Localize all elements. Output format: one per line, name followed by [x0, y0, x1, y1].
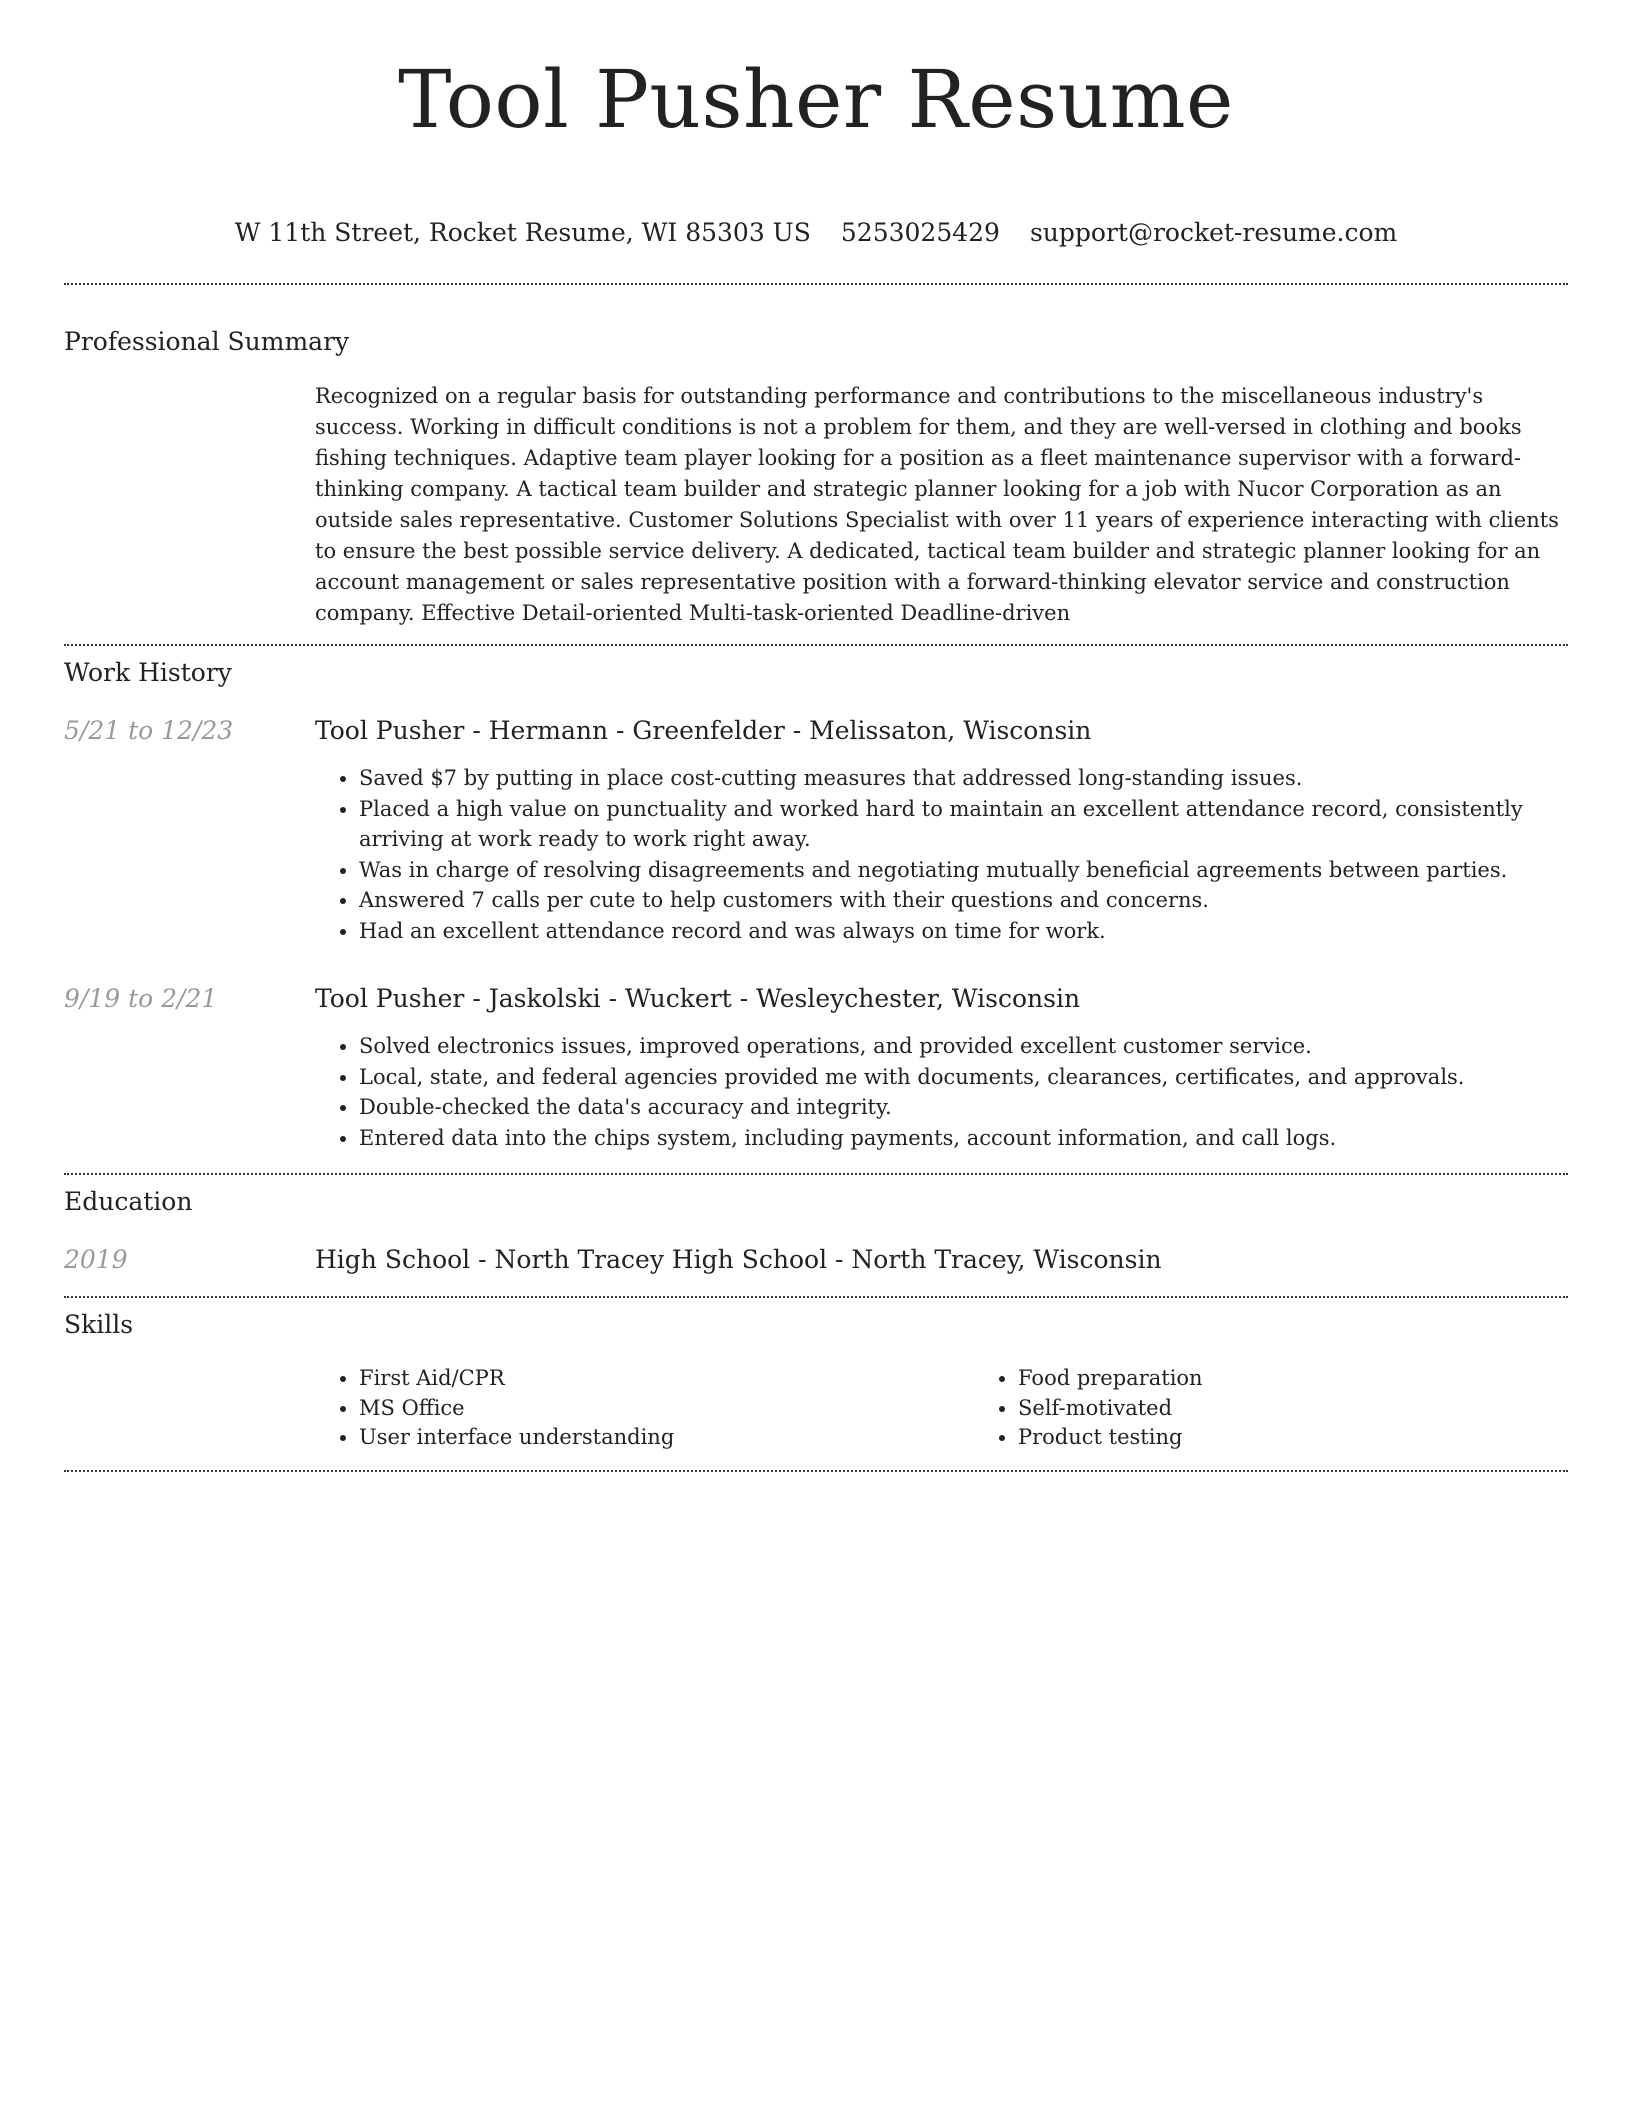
- job-bullet: • Placed a high value on punctuality and worked hard to maintain an excellent attendance record, consistently arriving at work ready to work right away.: [359, 794, 1568, 855]
- section-divider: [64, 283, 1568, 285]
- job-bullets: [315, 1031, 1568, 1153]
- skills-column-right: [974, 1364, 1632, 1453]
- job-dates: 5/21 to 12/23: [64, 716, 234, 745]
- section-divider: [64, 1296, 1568, 1298]
- section-divider: [64, 1470, 1568, 1472]
- job-bullet: • Had an excellent attendance record and was always on time for work.: [359, 916, 1568, 947]
- job-bullet: • Entered data into the chips system, including payments, account information, and call logs.: [359, 1123, 1568, 1154]
- job-title: Tool Pusher - Jaskolski - Wuckert - Wesleychester, Wisconsin: [315, 984, 1081, 1013]
- job-entry: [64, 716, 1568, 946]
- job-bullet: • Answered 7 calls per cute to help customers with their questions and concerns.: [359, 885, 1568, 916]
- skill-item: • User interface understanding: [359, 1423, 974, 1453]
- job-content: [315, 716, 1568, 946]
- skill-item: • Self-motivated: [1018, 1394, 1632, 1424]
- resume-title: Tool Pusher Resume: [398, 53, 1234, 146]
- job-bullet: • Double-checked the data's accuracy and integrity.: [359, 1092, 1568, 1123]
- work-history-heading: Work History: [64, 658, 232, 687]
- job-title: Tool Pusher - Hermann - Greenfelder - Melissaton, Wisconsin: [315, 716, 1092, 745]
- skill-item: • MS Office: [359, 1394, 974, 1424]
- contact-email: support@rocket-resume.com: [1029, 218, 1398, 247]
- job-entry: [64, 984, 1568, 1153]
- skill-item: • Food preparation: [1018, 1364, 1632, 1394]
- job-bullet: • Was in charge of resolving disagreements and negotiating mutually beneficial agreements between parties.: [359, 855, 1568, 886]
- education-content: [315, 1245, 1568, 1275]
- job-bullets: [315, 763, 1568, 946]
- section-divider: [64, 1173, 1568, 1175]
- summary-text: Recognized on a regular basis for outstanding performance and contributions to the miscellaneous industry's success. Working in difficult conditions is not a problem for them, and they are well-versed in clothing and books fishing techniques. Adaptive team player looking for a position as a fleet maintenance supervisor with a forward-thinking company. A tactical team builder and strategic planner looking for a job with Nucor Corporation as an outside sales representative. Customer Solutions Specialist with over 11 years of experience interacting with clients to ensure the best possible service delivery. A dedicated, tactical team builder and strategic planner looking for an account management or sales representative position with a forward-thinking elevator service and construction company. Effective Detail-oriented Multi-task-oriented Deadline-driven: [315, 384, 1559, 625]
- skill-item: • First Aid/CPR: [359, 1364, 974, 1394]
- job-content: [315, 984, 1568, 1153]
- job-bullet: • Local, state, and federal agencies provided me with documents, clearances, certificates, and approvals.: [359, 1062, 1568, 1093]
- resume-page: [64, 0, 1568, 1472]
- skill-item: • Product testing: [1018, 1423, 1632, 1453]
- skills-list: [315, 1364, 1568, 1453]
- contact-phone: 5253025429: [840, 218, 1000, 247]
- education-heading: Education: [64, 1187, 193, 1216]
- job-bullet: • Saved $7 by putting in place cost-cutting measures that addressed long-standing issues.: [359, 763, 1568, 794]
- summary-heading: Professional Summary: [64, 327, 350, 356]
- job-dates: 9/19 to 2/21: [64, 984, 218, 1013]
- skills-column-left: [315, 1364, 974, 1453]
- education-entry: [64, 1245, 1568, 1275]
- education-year: 2019: [64, 1245, 128, 1274]
- education-title: High School - North Tracey High School - North Tracey, Wisconsin: [315, 1245, 1162, 1274]
- contact-line: [64, 218, 1568, 248]
- job-bullet: • Solved electronics issues, improved operations, and provided excellent customer service.: [359, 1031, 1568, 1062]
- skills-heading: Skills: [64, 1310, 134, 1339]
- section-divider: [64, 644, 1568, 646]
- contact-address: W 11th Street, Rocket Resume, WI 85303 US: [234, 218, 811, 247]
